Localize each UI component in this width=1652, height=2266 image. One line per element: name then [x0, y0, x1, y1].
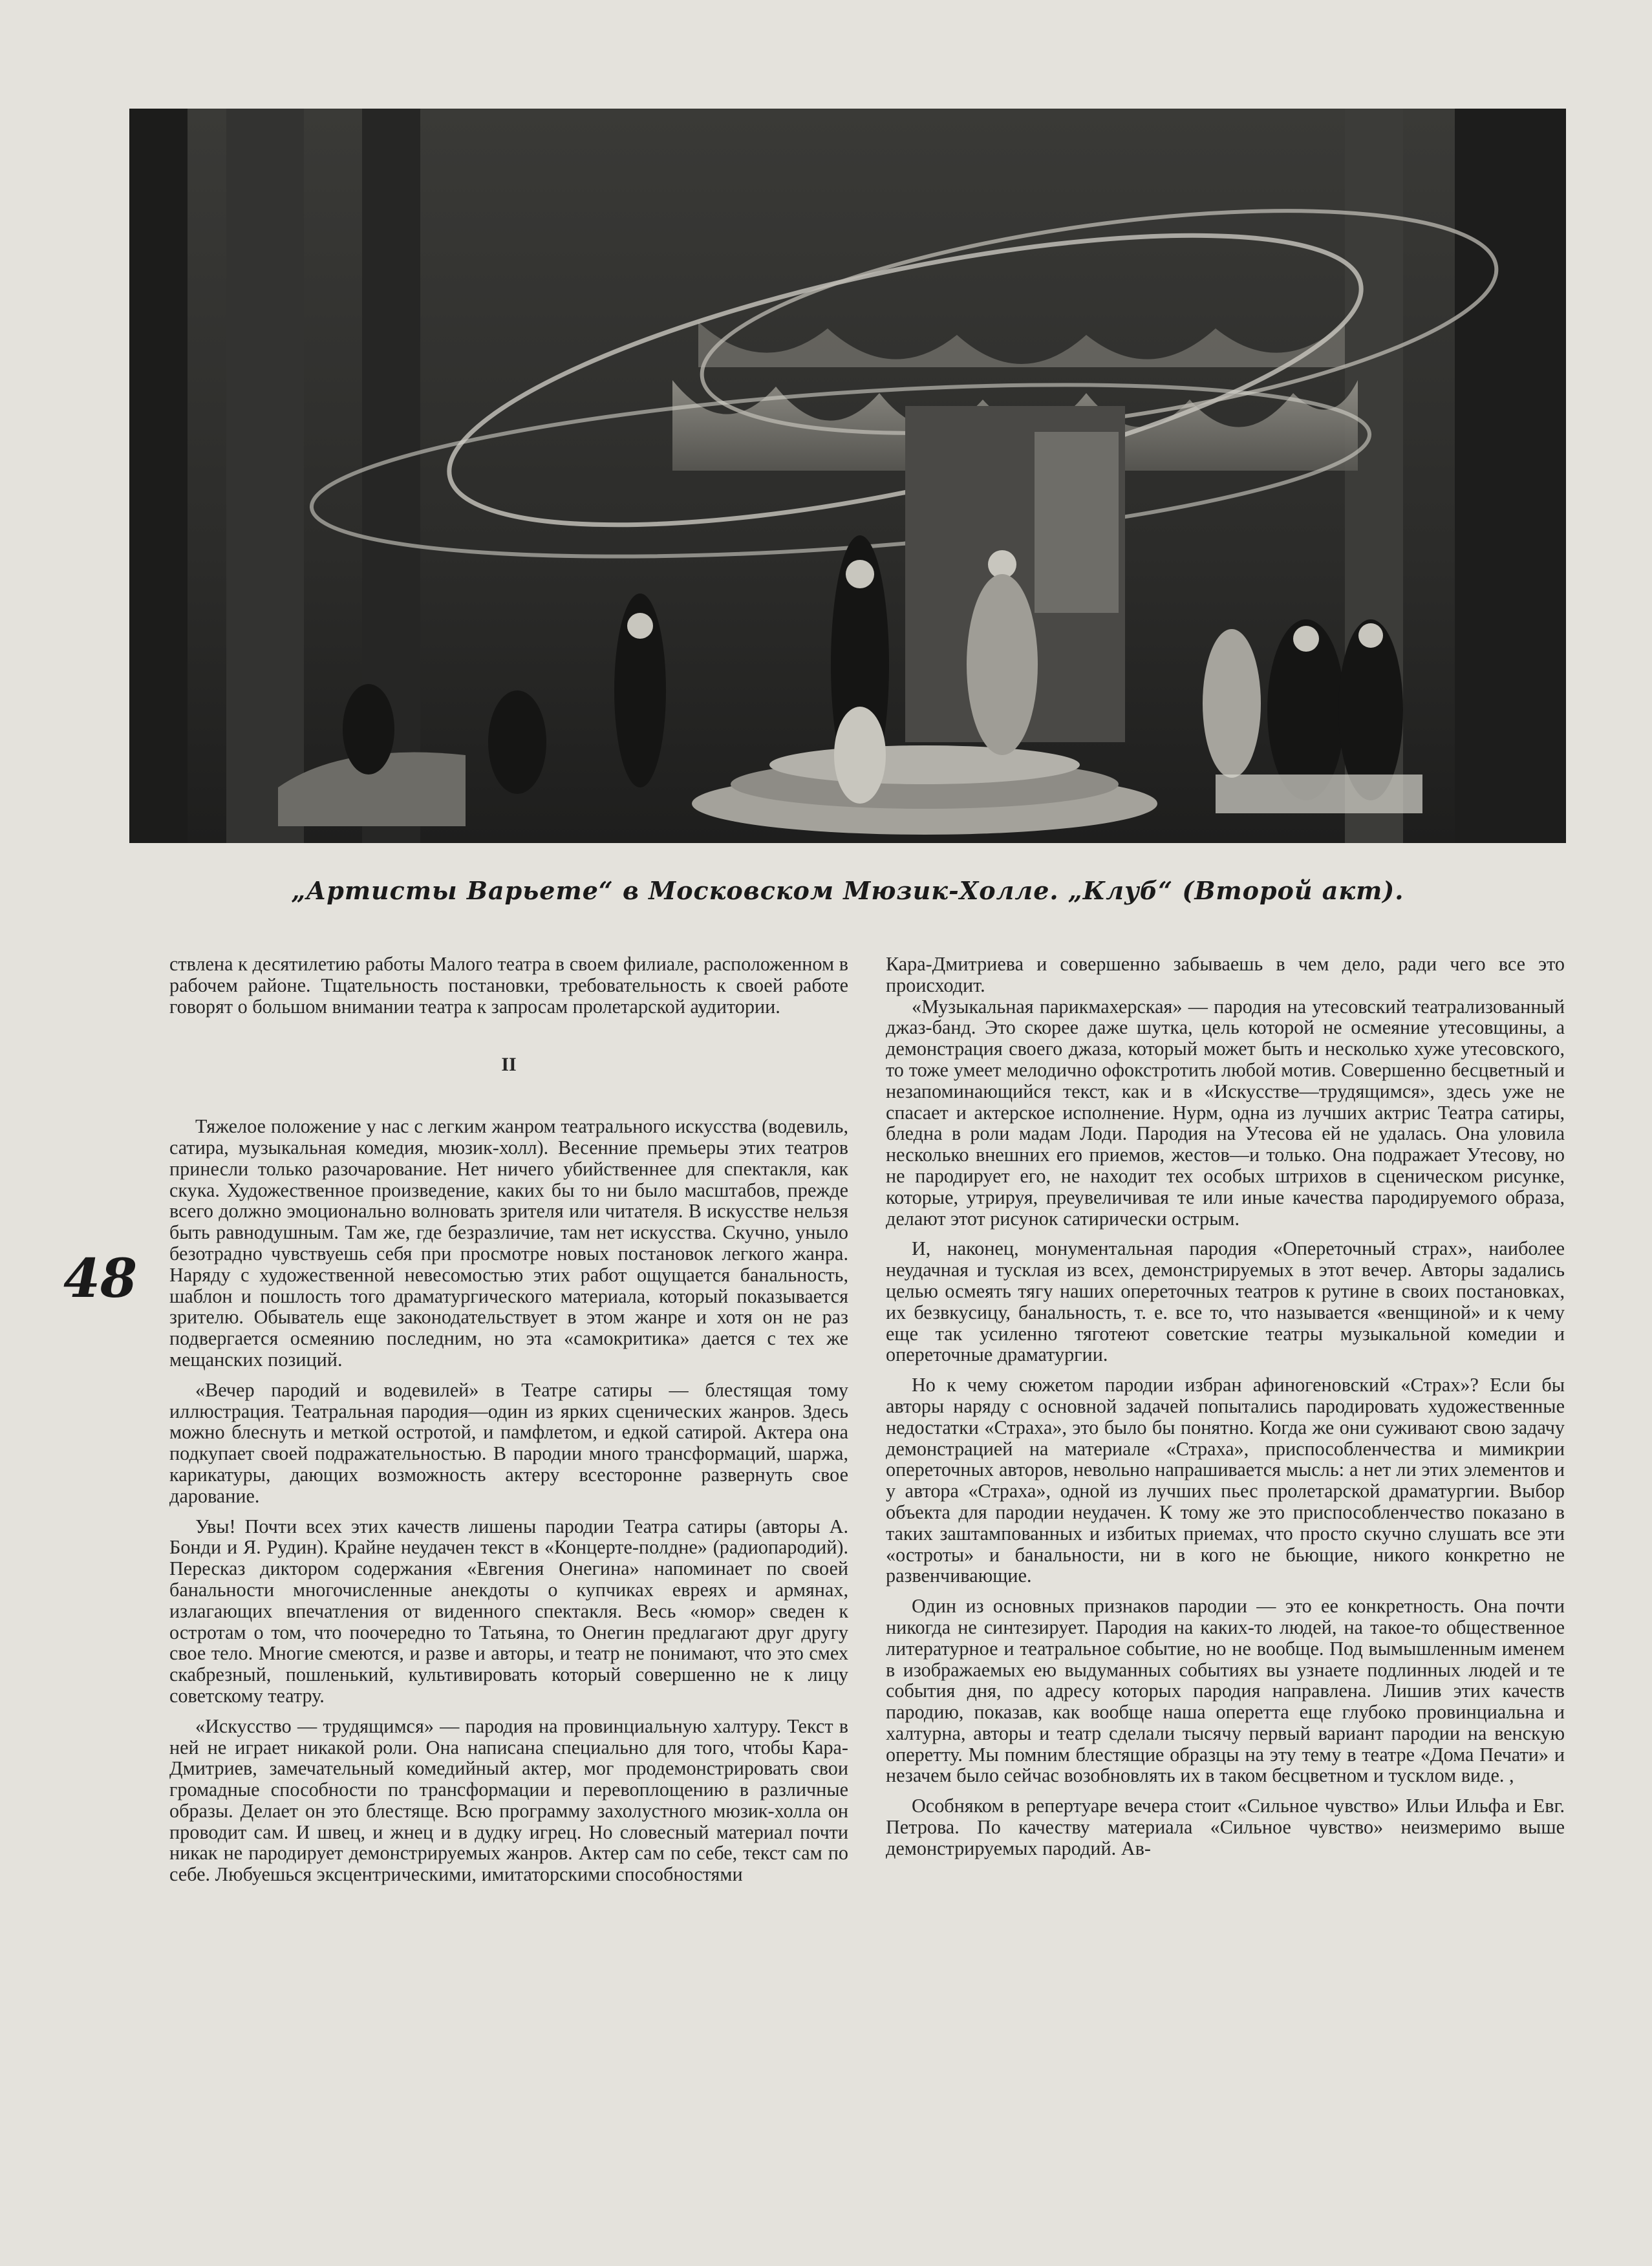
paragraph: Тяжелое положение у нас с легким жанром театрального искусства (водевиль, сатира, музыкальная комедия, мюзик-холл). Весенние премьеры этих театров принесли только разочарование. Нет ничего убийственнее для спектакля, как скука. Художественное произведение, каких бы то ни было масштабов, прежде всего должно эмоционально волновать зрителя или читателя. В искусстве нельзя быть равнодушным. Там же, где безразличие, там нет искусства. Скучно, уныло безотрадно чувствуешь себя при просмотре новых постановок легкого жанра. Наряду с художественной невесомостью этих работ ощущается банальность, шаблон и пошлость того драматургического материала, который показывается зрителю. Обыватель еще законодательствует в этом жанре и хотя он не раз подвергается осмеянию последним, но эта «самокритика» дается с тех же мещанских позиций. — [169, 1115, 848, 1371]
stage-scene-illustration — [129, 109, 1566, 843]
paragraph: ствлена к десятилетию работы Малого театра в своем филиале, расположенном в рабочем районе. Тщательность постановки, требовательность к своей работе говорят о большом внимании театра к запросам пролетарской аудитории. — [169, 953, 848, 1018]
right-column — [886, 954, 1565, 1859]
paragraph: «Вечер пародий и водевилей» в Театре сатиры — блестящая тому иллюстрация. Театральная пародия—один из ярких сценических жанров. Здесь можно блеснуть и меткой остротой, и памфлетом, и едкой сатирой. Актера она подкупает своей подражательностью. В пародии много трансформаций, шаржа, карикатуры, дающих возможность актеру всесторонне развернуть свое дарование. — [169, 1378, 848, 1507]
page-number: 48 — [63, 1248, 138, 1310]
photo-caption: „Артисты Варьете“ в Московском Мюзик-Холле. „Клуб“ (Второй акт). — [291, 876, 1404, 905]
paragraph: Один из основных признаков пародии — это ее конкретность. Она почти никогда не синтезирует. Пародия на каких-то людей, на такое-то общественное литературное и театральное событие, но не вообще. Под вымышленным именем в изображаемых ею выдуманных событиях вы узнаете подлинных людей и те события дня, по адресу которых пародия направлена. Лишив этих качеств пародию, показав, как вообще наша оперетта еще глубоко провинциальна и халтурна, авторы и театр сделали тысячу первый вариант пародии на венскую оперетту. Мы помним блестящие образцы на эту тему в театре «Дома Печати» и незачем было сейчас возобновлять их в таком бесцветном и тусклом виде. , — [886, 1595, 1565, 1787]
left-column — [169, 954, 848, 1885]
paragraph: Особняком в репертуаре вечера стоит «Сильное чувство» Ильи Ильфа и Евг. Петрова. По качеству материала «Сильное чувство» неизмеримо выше демонстрируемых пародий. Ав- — [886, 1795, 1565, 1859]
paragraph: Увы! Почти всех этих качеств лишены пародии Театра сатиры (авторы А. Бонди и Я. Рудин). Крайне неудачен текст в «Концерте-полдне» (радиопародий). Пересказ диктором содержания «Евгения Онегина» напоминает по своей банальности многочисленные анекдоты о купчиках евреях и армянах, излагающих впечатления от виденного спектакля. Весь «юмор» сведен к остротам о том, что поочередно то Татьяна, то Онегин предлагают друг другу свое тело. Многие смеются, и разве и авторы, и театр не понимают, что это смех скабрезный, пошленький, культивировать который совершенно не к лицу советскому театру. — [169, 1515, 848, 1707]
paragraph: И, наконец, монументальная пародия «Опереточный страх», наиболее неудачная и тусклая из всех, демонстрируемых в этот вечер. Авторы задались целью осмеять тягу наших опереточных театров к рутине в своих постановках, их безвкусицу, банальность, т. е. все то, что называется «венщиной» и к чему еще так усиленно тяготеют советские театры музыкальной комедии и опереточные драматургии. — [886, 1237, 1565, 1366]
section-heading: II — [501, 1054, 517, 1076]
stage-photograph — [129, 109, 1566, 843]
paragraph: «Музыкальная парикмахерская» — пародия на утесовский театрализованный джаз-банд. Это скорее даже шутка, цель которой не осмеяние утесовщины, а демонстрация своего джаза, который может быть и несколько хуже утесовского, то тоже умеет мелодично офокстротить любой мотив. Совершенно бесцветный и незапоминающийся текст, как и в «Искусстве—трудящимся», здесь уже не спасает и актерское исполнение. Нурм, одна из лучших актрис Театра сатиры, бледна в роли мадам Лоди. Пародия на Утесова ей не удалась. Она уловила несколько внешних его приемов, жестов—и только. Она подражает Утесову, но не пародирует его, не находит тех особых штрихов в сценическом рисунке, которые, утрируя, преувеличивая те или иные качества пародируемого образа, делают этот рисунок сатирически острым. — [886, 995, 1565, 1230]
paragraph: Но к чему сюжетом пародии избран афиногеновский «Страх»? Если бы авторы наряду с основной задачей попытались пародировать художественные недостатки «Страха», это было бы понятно. Когда же они суживают свою задачу демонстрацией на материале «Страха», приспособленчества и мимикрии опереточных авторов, невольно напрашивается мысль: а нет ли этих элементов и у автора «Страха», одной из лучших пьес пролетарской драматургии. Выбор объекта для пародии неудачен. К тому же это приспособленчество показано в таких заштампованных и избитых приемах, что просто скучно слушать все эти «остроты» и банальности, ни в кого не бьющие, никого конкретно не развенчивающие. — [886, 1374, 1565, 1587]
paragraph: Кара-Дмитриева и совершенно забываешь в чем дело, ради чего все это происходит. — [886, 953, 1565, 996]
paragraph: «Искусство — трудящимся» — пародия на провинциальную халтуру. Текст в ней не играет никакой роли. Она написана специально для того, чтобы Кара-Дмитриев, замечательный комедийный актер, мог продемонстрировать свои громадные способности по трансформации и перевоплощению в различные образы. Делает он это блестяще. Всю программу захолустного мюзик-холла он проводит сам. И швец, и жнец и в дудку игрец. Но словесный материал почти никак не пародирует демонстрируемых жанров. Актер сам по себе, текст сам по себе. Любуешься эксцентрическими, имитаторскими способностями — [169, 1715, 848, 1886]
